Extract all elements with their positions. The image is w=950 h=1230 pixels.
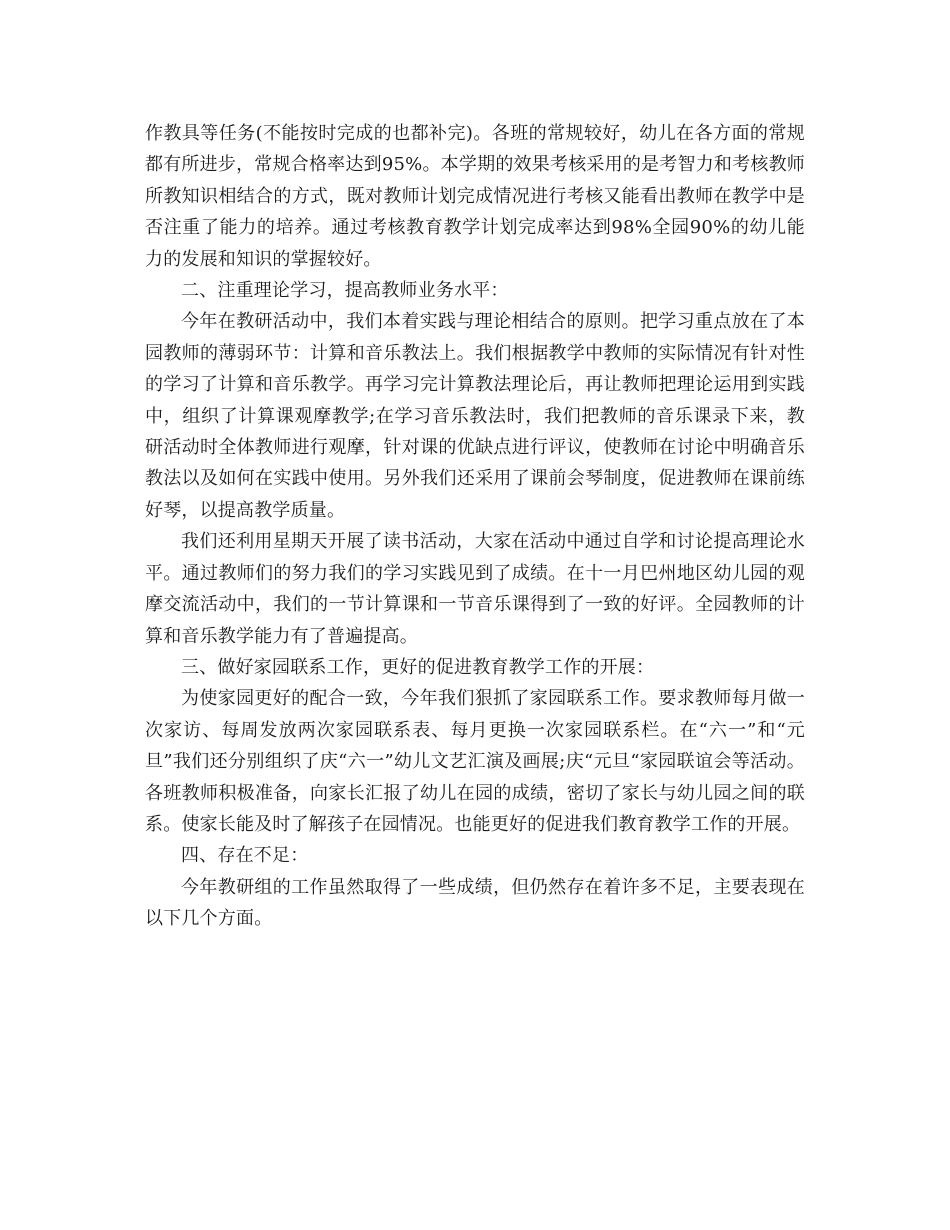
section-heading-home-school: 三、做好家园联系工作，更好的促进教育教学工作的开展：: [181, 656, 655, 678]
section-heading-shortcomings: 四、存在不足：: [181, 845, 309, 867]
paragraph-reading-activity: 我们还利用星期天开展了读书活动，大家在活动中通过自学和讨论提高理论水平。通过教师们的努力我们的学习实践见到了成绩。在十一月巴州地区幼儿园的观摩交流活动中，我们的一节计算课和一节音乐课得到了一致的好评。全园教师的计算和音乐教学能力有了普遍提高。: [145, 531, 805, 647]
paragraph-home-school-contact: 为使家园更好的配合一致，今年我们狠抓了家园联系工作。要求教师每月做一次家访、每周发放两次家园联系表、每月更换一次家园联系栏。在“六一”和“元旦”我们还分别组织了庆“六一”幼儿文艺汇演及画展;庆“元旦“家园联谊会等活动。各班教师积极准备，向家长汇报了幼儿在园的成绩，密切了家长与幼儿园之间的联系。使家长能及时了解孩子在园情况。也能更好的促进我们教育教学工作的开展。: [145, 688, 805, 835]
document-body: [145, 118, 805, 935]
section-heading-theory-study: 二、注重理论学习，提高教师业务水平：: [181, 280, 509, 302]
paragraph-theory-practice: 今年在教研活动中，我们本着实践与理论相结合的原则。把学习重点放在了本园教师的薄弱环节：计算和音乐教法上。我们根据教学中教师的实际情况有针对性的学习了计算和音乐教学。再学习完计算教法理论后，再让教师把理论运用到实践中，组织了计算课观摩教学;在学习音乐教法时，我们把教师的音乐课录下来，教研活动时全体教师进行观摩，针对课的优缺点进行评议，使教师在讨论中明确音乐教法以及如何在实践中使用。另外我们还采用了课前会琴制度，促进教师在课前练好琴，以提高教学质量。: [145, 311, 805, 521]
paragraph-continuation: 作教具等任务(不能按时完成的也都补完)。各班的常规较好，幼儿在各方面的常规都有所进步，常规合格率达到95%。本学期的效果考核采用的是考智力和考核教师所教知识相结合的方式，既对教师计划完成情况进行考核又能看出教师在教学中是否注重了能力的培养。通过考核教育教学计划完成率达到98%全园90%的幼儿能力的发展和知识的掌握较好。: [145, 123, 805, 270]
paragraph-shortcomings: 今年教研组的工作虽然取得了一些成绩，但仍然存在着许多不足，主要表现在以下几个方面。: [145, 876, 805, 930]
